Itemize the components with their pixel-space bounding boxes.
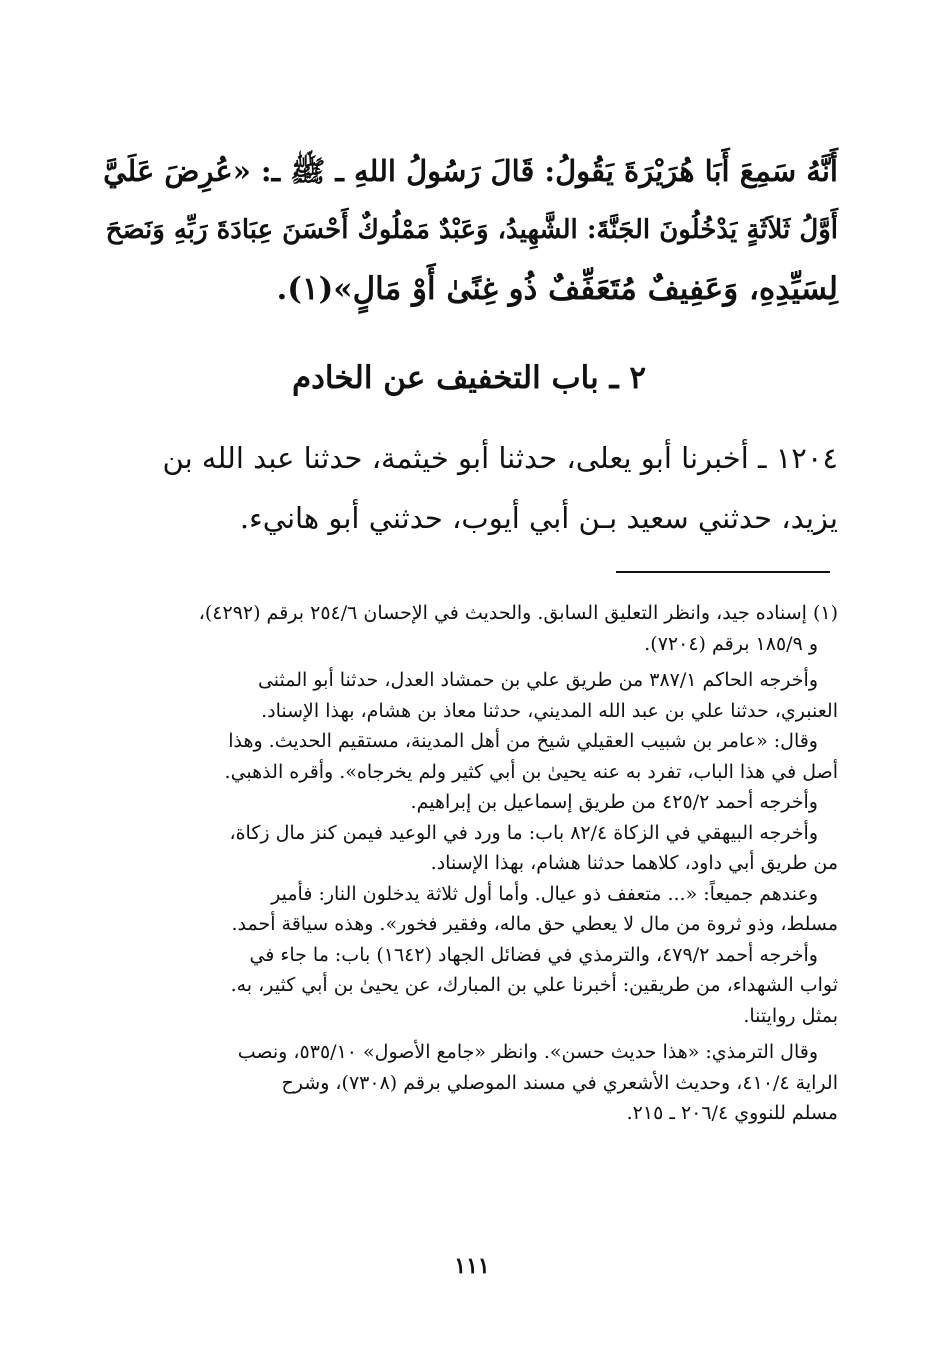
hadith-text-line: أَنَّهُ سَمِعَ أَبَا هُرَيْرَةَ يَقُولُ: قَالَ رَسُولُ اللهِ ـ ﷺ ـ: «عُرِضَ عَلَيَّ [103, 154, 838, 188]
hadith-text [100, 142, 838, 319]
footnote-line: ثواب الشهداء، من طريقين: أخبرنا علي بن المبارك، عن يحيىٰ بن أبي كثير، به. [230, 974, 838, 996]
footnote-line: وقال: «عامر بن شبيب العقيلي شيخ من أهل المدينة، مستقيم الحديث. وهذا [228, 730, 818, 752]
footnote-line: وأخرجه أحمد ٤٢٥/٢ من طريق إسماعيل بن إبراهيم. [410, 791, 818, 813]
hadith-chain [100, 428, 838, 548]
chapter-heading: ٢ ـ باب التخفيف عن الخادم [291, 360, 647, 396]
hadith-text-line: أَوَّلُ ثَلاَثَةٍ يَدْخُلُونَ الجَنَّةَ: الشَّهِيدُ، وَعَبْدٌ مَمْلُوكٌ أَحْسَنَ عِبَادَةَ رَبِّهِ وَنَصَحَ [105, 215, 838, 245]
footnotes [100, 598, 838, 1129]
footnote-line: وأخرجه الحاكم ٣٨٧/١ من طريق علي بن حمشاد العدل، حدثنا أبو المثنى [257, 669, 818, 691]
footnote-line: مسلم للنووي ٢٠٦/٤ ـ ٢١٥. [626, 1102, 838, 1124]
footnote-line: (١) إسناده جيد، وانظر التعليق السابق. والحديث في الإحسان ٢٥٤/٦ برقم (٤٢٩٢)، [198, 602, 838, 624]
hadith-chain-line: يزيد، حدثني سعيد بـن أبي أيوب، حدثني أبو هانيء. [239, 501, 838, 535]
hadith-text-line: لِسَيِّدِهِ، وَعَفِيفٌ مُتَعَفِّفٌ ذُو غِنًىٰ أَوْ مَالٍ»(١). [276, 271, 838, 307]
footnote-line: و ١٨٥/٩ برقم (٧٢٠٤). [644, 632, 818, 655]
footnote-line: العنبري، حدثنا علي بن عبد الله المديني، حدثنا معاذ بن هشام، بهذا الإسناد. [261, 699, 838, 722]
hadith-chain-line: ١٢٠٤ ـ أخبرنا أبو يعلى، حدثنا أبو خيثمة، حدثنا عبد الله بن [162, 441, 838, 475]
footnote-line: وقال الترمذي: «هذا حديث حسن». وانظر «جامع الأصول» ٥٣٥/١٠، ونصب [237, 1041, 818, 1063]
footnote-line: من طريق أبي داود، كلاهما حدثنا هشام، بهذا الإسناد. [430, 852, 838, 874]
footnote-line: وأخرجه أحمد ٤٧٩/٢، والترمذي في فضائل الجهاد (١٦٤٢) باب: ما جاء في [249, 943, 818, 966]
footnote-line: بمثل روايتنا. [743, 1004, 838, 1027]
footnote-divider [616, 571, 830, 573]
footnote-line: الراية ٤١٠/٤، وحديث الأشعري في مسند الموصلي برقم (٧٣٠٨)، وشرح [281, 1071, 838, 1094]
footnote-line: وعندهم جميعاً: «... متعفف ذو عيال. وأما أول ثلاثة يدخلون النار: فأمير [271, 882, 818, 905]
footnote-line: أصل في هذا الباب، تفرد به عنه يحيىٰ بن أبي كثير ولم يخرجاه». وأقره الذهبي. [224, 760, 838, 783]
footnote-line: وأخرجه البيهقي في الزكاة ٨٢/٤ باب: ما ورد في الوعيد فيمن كنز مال زكاة، [229, 821, 818, 844]
page-number: ١١١ [454, 1253, 490, 1279]
footnote-line: مسلط، وذو ثروة من مال لا يعطي حق ماله، وفقير فخور». وهذه سياقة أحمد. [231, 913, 838, 935]
